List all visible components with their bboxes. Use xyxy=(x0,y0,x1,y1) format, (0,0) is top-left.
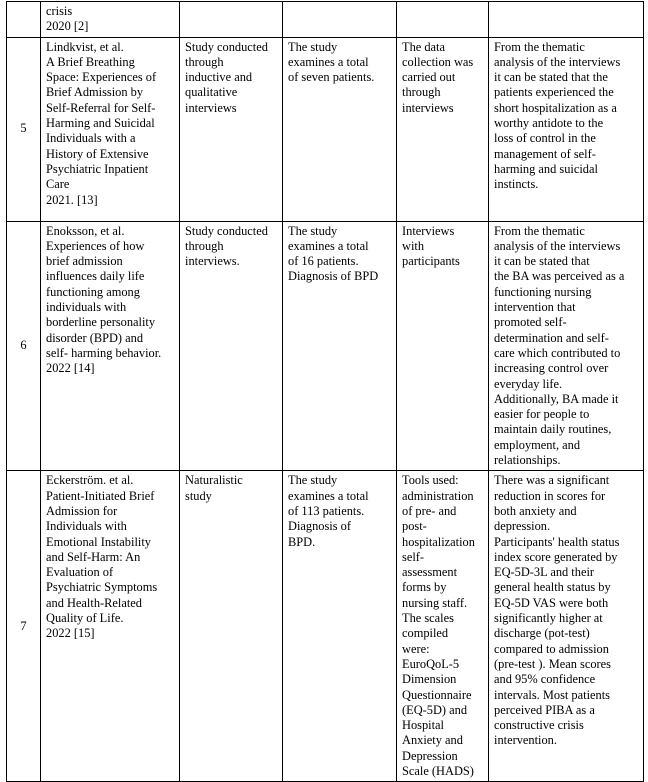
cell-text-line: Dimension xyxy=(402,672,457,687)
cell-text-line: Psychiatric Inpatient xyxy=(46,161,149,176)
cell-text-line: The study xyxy=(288,473,338,488)
cell-text-line: (EQ-5D) and xyxy=(402,702,468,717)
cell-text-line: forms by xyxy=(402,580,447,595)
row-number-cell xyxy=(7,2,41,38)
findings-cell xyxy=(489,37,644,221)
method-cell xyxy=(180,471,283,782)
cell-text-line: nursing staff. xyxy=(402,595,468,610)
cell-text-line: through xyxy=(402,85,441,100)
cell-text-line: Patient-Initiated Brief xyxy=(46,488,155,503)
cell-text-line: and Self-Harm: An xyxy=(46,549,141,564)
table-row xyxy=(7,37,644,221)
cell-text-line: employment, and xyxy=(494,437,581,452)
cell-text-line: intervals. Most patients xyxy=(494,687,610,702)
cell-text-line: of seven patients. xyxy=(288,70,375,85)
cell-text-line: short hospitalization as a xyxy=(494,100,617,115)
cell-text-line: Experiences of how xyxy=(46,238,145,253)
cell-text-line: Quality of Life. xyxy=(46,611,124,626)
cell-text-line: through xyxy=(185,54,224,69)
cell-text-line: self- xyxy=(402,549,425,564)
cell-text-line: Emotional Instability xyxy=(46,534,151,549)
cell-text-line: Diagnosis of BPD xyxy=(288,269,379,284)
cell-text-line: significantly higher at xyxy=(494,611,603,626)
cell-text-line: care which contributed to xyxy=(494,345,621,360)
cell-text-line: Scale (HADS) xyxy=(402,763,474,778)
cell-text-line: both anxiety and xyxy=(494,503,577,518)
cell-text-line: Enoksson, et al. xyxy=(46,223,125,238)
cell-text-line: perceived PIBA as a xyxy=(494,702,595,717)
cell-text-line: promoted self- xyxy=(494,315,567,330)
cell-text-line: analysis of the interviews xyxy=(494,54,621,69)
table-row xyxy=(7,221,644,471)
cell-text-line: reduction in scores for xyxy=(494,488,606,503)
cell-text-line: of pre- and xyxy=(402,503,457,518)
findings-cell xyxy=(489,221,644,471)
cell-text-line: instincts. xyxy=(494,177,539,192)
cell-text-line: compiled xyxy=(402,626,449,641)
cell-text-line: through xyxy=(185,238,224,253)
cell-text-line: influences daily life xyxy=(46,269,145,284)
cell-text-line: and Health-Related xyxy=(46,595,142,610)
cell-text-line: analysis of the interviews xyxy=(494,238,621,253)
findings-cell xyxy=(489,471,644,782)
cell-text-line: intervention. xyxy=(494,733,557,748)
cell-text-line: Evaluation of xyxy=(46,565,114,580)
cell-text-line: collection was xyxy=(402,54,474,69)
cell-text-line: Diagnosis of xyxy=(288,519,351,534)
cell-text-line: The study xyxy=(288,223,338,238)
cell-text-line: interviews xyxy=(185,100,237,115)
cell-text-line: carried out xyxy=(402,70,456,85)
cell-text-line: Harming and Suicidal xyxy=(46,116,155,131)
cell-text-line: relationships. xyxy=(494,453,561,468)
cell-text-line: Eckerström. et al. xyxy=(46,473,134,488)
cell-text-line: The study xyxy=(288,39,338,54)
cell-text-line: compared to admission xyxy=(494,641,609,656)
data-collection-cell xyxy=(397,471,489,782)
cell-text-line: There was a significant xyxy=(494,473,610,488)
cell-text-line: it can be stated that xyxy=(494,254,590,269)
cell-text-line: administration xyxy=(402,488,474,503)
cell-text-line: determination and self- xyxy=(494,330,609,345)
cell-text-line: Care xyxy=(46,177,70,192)
cell-text-line: it can be stated that the xyxy=(494,70,608,85)
data-collection-cell xyxy=(397,2,489,38)
table-row xyxy=(7,2,644,38)
cell-text-line: borderline personality xyxy=(46,315,156,330)
cell-text-line: Depression xyxy=(402,748,458,763)
cell-text-line: From the thematic xyxy=(494,39,585,54)
cell-text-line: patients experienced the xyxy=(494,85,614,100)
row-number-cell: 7 xyxy=(7,471,41,782)
cell-text-line: post- xyxy=(402,519,427,534)
cell-text-line: of 16 patients. xyxy=(288,254,359,269)
cell-text-line: participants xyxy=(402,254,460,269)
cell-text-line: examines a total xyxy=(288,54,369,69)
cell-text-line: Additionally, BA made it xyxy=(494,391,619,406)
cell-text-line: and 95% confidence xyxy=(494,672,596,687)
cell-text-line: Participants' health status xyxy=(494,534,620,549)
cell-text-line: constructive crisis xyxy=(494,718,584,733)
cell-text-line: 2022 [15] xyxy=(46,626,95,641)
cell-text-line: Interviews xyxy=(402,223,455,238)
cell-text-line: examines a total xyxy=(288,488,369,503)
study-cell xyxy=(41,37,180,221)
cell-text-line: EuroQoL-5 xyxy=(402,656,460,671)
cell-text-line: study xyxy=(185,488,212,503)
cell-text-line: assessment xyxy=(402,565,458,580)
findings-cell xyxy=(489,2,644,38)
cell-text-line: disorder (BPD) and xyxy=(46,330,144,345)
sample-cell xyxy=(283,471,397,782)
cell-text-line: intervention that xyxy=(494,300,576,315)
method-cell xyxy=(180,221,283,471)
cell-text-line: general health status by xyxy=(494,580,611,595)
cell-text-line: discharge (pot-test) xyxy=(494,626,590,641)
cell-text-line: with xyxy=(402,238,425,253)
cell-text-line: EQ-5D VAS were both xyxy=(494,595,609,610)
sample-cell xyxy=(283,37,397,221)
study-cell xyxy=(41,2,180,38)
cell-text-line: The scales xyxy=(402,611,454,626)
cell-text-line: (pre-test ). Mean scores xyxy=(494,656,611,671)
cell-text-line: easier for people to xyxy=(494,407,590,422)
cell-text-line: self- harming behavior. xyxy=(46,345,162,360)
cell-text-line: 2020 [2] xyxy=(46,19,89,34)
cell-text-line: The data xyxy=(402,39,445,54)
cell-text-line: were: xyxy=(402,641,430,656)
cell-text-line: Individuals with xyxy=(46,519,127,534)
sample-cell xyxy=(283,2,397,38)
cell-text-line: the BA was perceived as a xyxy=(494,269,625,284)
study-cell xyxy=(41,221,180,471)
cell-text-line: Individuals with a xyxy=(46,131,136,146)
cell-text-line: brief admission xyxy=(46,254,123,269)
cell-text-line: inductive and xyxy=(185,70,253,85)
cell-text-line: everyday life. xyxy=(494,376,563,391)
cell-text-line: increasing control over xyxy=(494,361,609,376)
cell-text-line: index score generated by xyxy=(494,549,618,564)
row-number-cell: 5 xyxy=(7,37,41,221)
method-cell xyxy=(180,2,283,38)
row-number-cell: 6 xyxy=(7,221,41,471)
cell-text-line: Naturalistic xyxy=(185,473,243,488)
cell-text-line: worthy antidote to the xyxy=(494,116,604,131)
cell-text-line: Self-Referral for Self- xyxy=(46,100,156,115)
cell-text-line: 2021. [13] xyxy=(46,192,98,207)
cell-text-line: History of Extensive xyxy=(46,146,149,161)
cell-text-line: interviews xyxy=(402,100,454,115)
data-collection-cell xyxy=(397,221,489,471)
cell-text-line: qualitative xyxy=(185,85,238,100)
cell-text-line: 2022 [14] xyxy=(46,361,95,376)
cell-text-line: Tools used: xyxy=(402,473,459,488)
cell-text-line: management of self- xyxy=(494,146,596,161)
cell-text-line: of 113 patients. xyxy=(288,503,365,518)
table-row xyxy=(7,471,644,782)
cell-text-line: EQ-5D-3L and their xyxy=(494,565,595,580)
cell-text-line: BPD. xyxy=(288,534,316,549)
cell-text-line: Hospital xyxy=(402,718,444,733)
cell-text-line: interviews. xyxy=(185,254,240,269)
cell-text-line: Study conducted xyxy=(185,39,268,54)
cell-text-line: harming and suicidal xyxy=(494,161,598,176)
study-cell xyxy=(41,471,180,782)
cell-text-line: individuals with xyxy=(46,300,127,315)
cell-text-line: Lindkvist, et al. xyxy=(46,39,124,54)
cell-text-line: examines a total xyxy=(288,238,369,253)
cell-text-line: maintain daily routines, xyxy=(494,422,612,437)
sample-cell xyxy=(283,221,397,471)
cell-text-line: Admission for xyxy=(46,503,118,518)
cell-text-line: Brief Admission by xyxy=(46,85,144,100)
cell-text-line: A Brief Breathing xyxy=(46,54,135,69)
cell-text-line: From the thematic xyxy=(494,223,585,238)
cell-text-line: depression. xyxy=(494,519,551,534)
cell-text-line: loss of control in the xyxy=(494,131,596,146)
cell-text-line: Questionnaire xyxy=(402,687,472,702)
cell-text-line: Anxiety and xyxy=(402,733,463,748)
cell-text-line: hospitalization xyxy=(402,534,475,549)
cell-text-line: Study conducted xyxy=(185,223,268,238)
cell-text-line: Psychiatric Symptoms xyxy=(46,580,158,595)
data-collection-cell xyxy=(397,37,489,221)
literature-review-table xyxy=(6,1,644,782)
cell-text-line: functioning among xyxy=(46,284,140,299)
cell-text-line: Space: Experiences of xyxy=(46,70,157,85)
cell-text-line: crisis xyxy=(46,4,73,18)
cell-text-line: functioning nursing xyxy=(494,284,592,299)
method-cell xyxy=(180,37,283,221)
